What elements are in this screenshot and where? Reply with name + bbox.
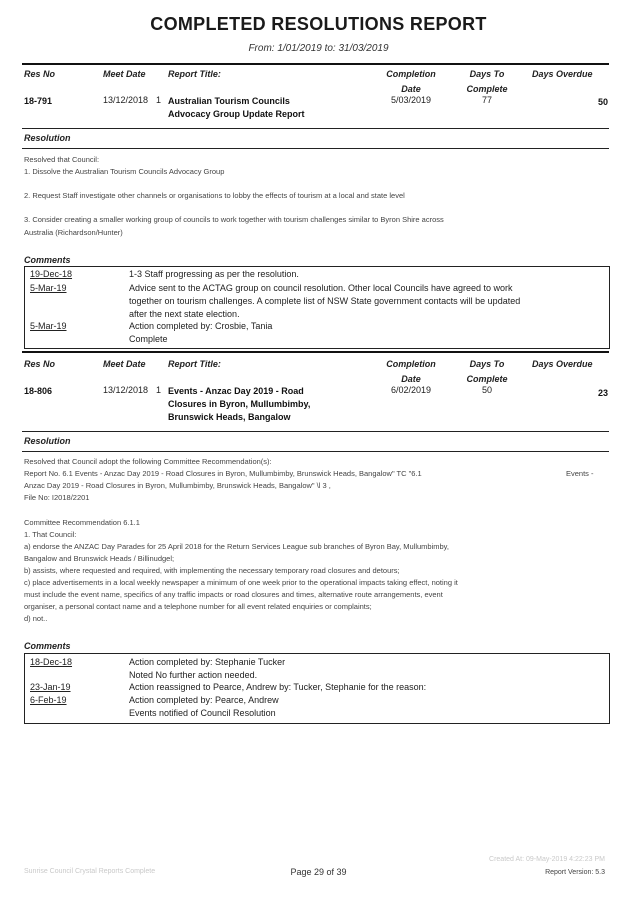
comment-text: Action reassigned to Pearce, Andrew by: Tucker, Stephanie for the reason: bbox=[129, 682, 427, 692]
comment-text: Action completed by: Crosbie, Tania bbox=[129, 321, 273, 331]
comments-heading: Comments bbox=[24, 641, 71, 651]
col-complete: Complete bbox=[466, 84, 508, 94]
comment-text: Noted No further action needed. bbox=[129, 670, 258, 680]
divider bbox=[22, 431, 609, 432]
comments-heading: Comments bbox=[24, 255, 71, 265]
report-title-line: Advocacy Group Update Report bbox=[168, 109, 305, 119]
comment-text: 1-3 Staff progressing as per the resolution. bbox=[129, 269, 299, 279]
resolution-line: Bangalow and Brunswick Heads / Billinudgel; bbox=[24, 554, 175, 563]
resolution-line: Australia (Richardson/Hunter) bbox=[24, 228, 123, 237]
comments-box bbox=[24, 266, 610, 349]
comment-text: Events notified of Council Resolution bbox=[129, 708, 276, 718]
comment-text: Complete bbox=[129, 334, 168, 344]
col-days-to: Days To bbox=[469, 69, 505, 79]
col-meet-date: Meet Date bbox=[103, 359, 146, 369]
resolution-line: 1. Dissolve the Australian Tourism Councils Advocacy Group bbox=[24, 167, 225, 176]
resolution-line: Resolved that Council: bbox=[24, 155, 100, 164]
res-no: 18-806 bbox=[24, 386, 53, 396]
comment-date: 5-Mar-19 bbox=[30, 283, 67, 293]
comment-text: Action completed by: Stephanie Tucker bbox=[129, 657, 286, 667]
meet-date: 13/12/2018 bbox=[103, 385, 149, 395]
divider bbox=[22, 351, 609, 353]
resolution-line: File No: I2018/2201 bbox=[24, 493, 90, 502]
report-period: From: 1/01/2019 to: 31/03/2019 bbox=[248, 43, 389, 54]
days-overdue: 23 bbox=[597, 388, 608, 398]
report-title-line: Brunswick Heads, Bangalow bbox=[168, 412, 291, 422]
col-complete: Complete bbox=[466, 374, 508, 384]
report-title-line: Australian Tourism Councils bbox=[168, 96, 290, 106]
report-version: Report Version: 5.3 bbox=[545, 869, 605, 876]
resolution-line: 1. That Council: bbox=[24, 530, 77, 539]
resolution-line: 3. Consider creating a smaller working group of councils to work together with tourism challenges similar to Byron Shire across bbox=[24, 215, 444, 224]
resolution-line: must include the event name, specifics of any traffic impacts or road closures and times, alternative route arrangements, event bbox=[24, 590, 443, 599]
item-number: 1 bbox=[156, 95, 162, 105]
col-days-overdue: Days Overdue bbox=[532, 359, 593, 369]
comment-text: after the next state election. bbox=[129, 309, 240, 319]
col-meet-date: Meet Date bbox=[103, 69, 146, 79]
resolution-line: 2. Request Staff investigate other channels or organisations to lobby the effects of tourism at a local and state level bbox=[24, 191, 405, 200]
completion-date: 5/03/2019 bbox=[390, 95, 432, 105]
col-completion: Completion bbox=[386, 69, 436, 79]
resolution-line: Report No. 6.1 Events - Anzac Day 2019 - Road Closures in Byron, Mullumbimby, Brunswick Heads, Bangalow" TC "6.1 bbox=[24, 469, 422, 478]
divider bbox=[22, 128, 609, 129]
col-date: Date bbox=[401, 374, 421, 384]
days-to-complete: 50 bbox=[481, 385, 492, 395]
footer-left: Sunrise Council Crystal Reports Complete bbox=[24, 868, 156, 875]
footer-created: Created At: 09-May-2019 4:22:23 PM bbox=[489, 856, 605, 863]
comment-date: 18-Dec-18 bbox=[30, 657, 73, 667]
resolution-line: Anzac Day 2019 - Road Closures in Byron, Mullumbimby, Brunswick Heads, Bangalow" \l 3 , bbox=[24, 481, 331, 490]
divider bbox=[22, 148, 609, 149]
comment-date: 19-Dec-18 bbox=[30, 269, 73, 279]
resolution-line: b) assists, where requested and required, with implementing the necessary temporary road closures and detours; bbox=[24, 566, 400, 575]
report-title-line: Closures in Byron, Mullumbimby, bbox=[168, 399, 311, 409]
report-title: COMPLETED RESOLUTIONS REPORT bbox=[150, 14, 487, 34]
divider bbox=[22, 451, 609, 452]
resolution-line: Committee Recommendation 6.1.1 bbox=[24, 518, 140, 527]
resolution-line: organiser, a personal contact name and a telephone number for all event related enquiries or complaints; bbox=[24, 602, 372, 611]
col-report-title: Report Title: bbox=[168, 359, 221, 369]
divider bbox=[22, 63, 609, 65]
col-res-no: Res No bbox=[24, 359, 56, 369]
col-days-overdue: Days Overdue bbox=[532, 69, 593, 79]
res-no: 18-791 bbox=[24, 96, 53, 106]
report-title-line: Events - Anzac Day 2019 - Road bbox=[168, 386, 304, 396]
resolution-line: Resolved that Council adopt the following Committee Recommendation(s): bbox=[24, 457, 272, 466]
resolution-line: a) endorse the ANZAC Day Parades for 25 April 2018 for the Return Services League sub branches of Byron Bay, Mullumbimby, bbox=[24, 542, 449, 551]
col-report-title: Report Title: bbox=[168, 69, 221, 79]
comment-date: 23-Jan-19 bbox=[30, 682, 71, 692]
col-res-no: Res No bbox=[24, 69, 56, 79]
days-overdue: 50 bbox=[597, 97, 608, 107]
page-number: Page 29 of 39 bbox=[290, 867, 347, 877]
resolution-heading: Resolution bbox=[24, 436, 71, 446]
resolution-line: Events - bbox=[566, 469, 594, 478]
item-number: 1 bbox=[156, 385, 162, 395]
comment-text: Action completed by: Pearce, Andrew bbox=[129, 695, 279, 705]
meet-date: 13/12/2018 bbox=[103, 95, 149, 105]
col-days-to: Days To bbox=[469, 359, 505, 369]
completion-date: 6/02/2019 bbox=[390, 385, 432, 395]
resolution-heading: Resolution bbox=[24, 133, 71, 143]
col-date: Date bbox=[401, 84, 421, 94]
resolution-line: d) not.. bbox=[24, 614, 48, 623]
comment-date: 5-Mar-19 bbox=[30, 321, 67, 331]
comment-date: 6-Feb-19 bbox=[30, 695, 67, 705]
resolution-line: c) place advertisements in a local weekly newspaper a minimum of one week prior to the operational impacts taking effect, noting it bbox=[24, 578, 458, 587]
days-to-complete: 77 bbox=[481, 95, 492, 105]
col-completion: Completion bbox=[386, 359, 436, 369]
comment-text: Advice sent to the ACTAG group on council resolution. Other local Councils have agreed to work bbox=[129, 283, 513, 293]
comment-text: together on tourism challenges. A complete list of NSW State government contacts will be updated bbox=[129, 296, 521, 306]
